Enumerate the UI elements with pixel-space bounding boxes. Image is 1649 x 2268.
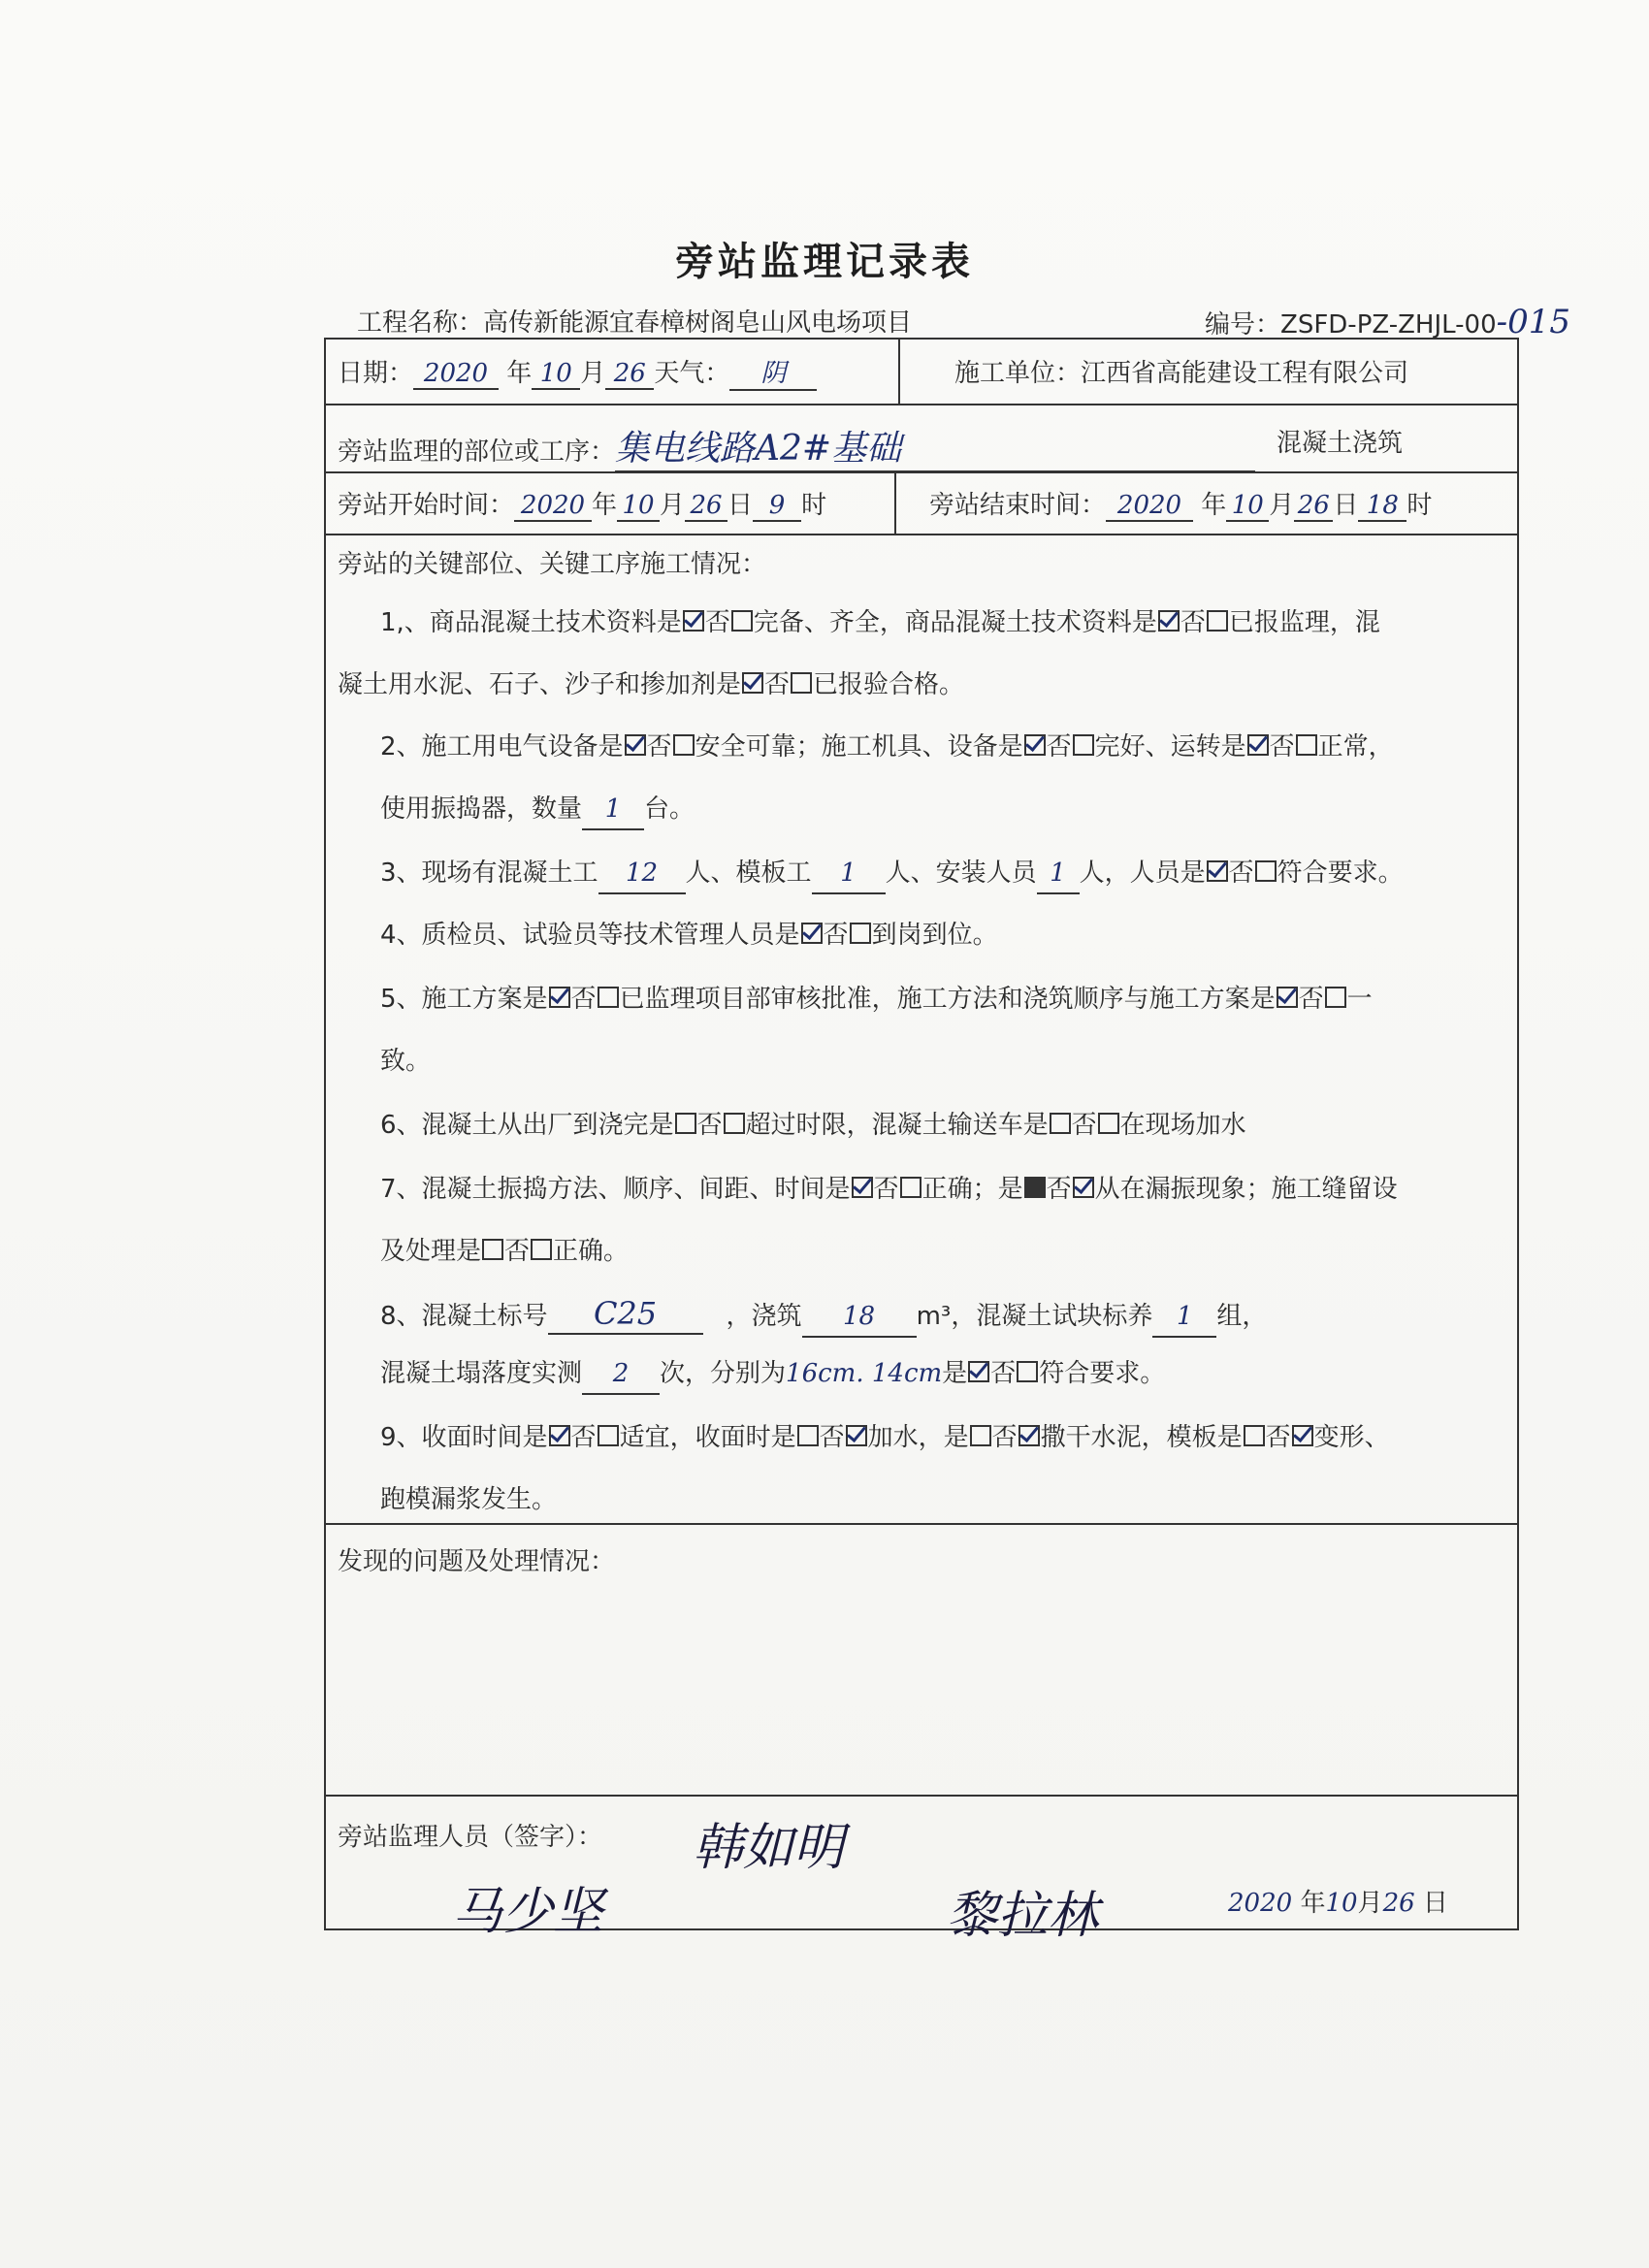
item-7-line-2 [380,1232,629,1271]
item-text: 正确。 [553,1237,630,1266]
item-text: 人、安装人员 [885,859,1037,888]
item-text: 加水，是 [867,1423,969,1452]
section-title: 旁站的关键部位、关键工序施工情况： [338,550,767,579]
item-text: 混凝土塌落度实测 [380,1359,583,1388]
item-text: 到岗到位。 [871,921,998,950]
item-3 [380,854,1404,894]
item-text: 完好、运转是 [1094,732,1246,761]
concrete-grade: C25 [548,1294,703,1335]
pour-volume: 18 [802,1297,917,1338]
hour-char: 时 [801,491,827,520]
item-text: 次，分别为 [660,1359,787,1388]
checkbox-yes-checked[interactable] [625,734,646,756]
item-text: 1,、商品混凝土技术资料是 [380,608,682,637]
checkbox-no[interactable] [724,1113,745,1134]
item-1-line-2 [338,665,964,704]
month-char: 月 [1269,491,1295,520]
no-label: 否 [1046,1175,1072,1204]
no-label: 否 [764,670,791,699]
checkbox-yes-checked[interactable] [1158,610,1180,632]
code-prefix: ZSFD-PZ-ZHJL-00 [1280,310,1497,340]
signature-label: 旁站监理人员（签字）： [338,1823,603,1852]
item-2-line-1 [380,728,1394,766]
day-char: 日 [728,491,754,520]
checkbox-no[interactable] [1255,860,1277,882]
checkbox-no[interactable] [673,734,695,756]
no-label: 否 [991,1423,1018,1452]
year-char: 年 [1201,491,1227,520]
code-line [1205,303,1570,341]
item-4 [380,916,998,955]
row-divider [326,534,1517,535]
day-char: 日 [1333,491,1359,520]
day-char: 日 [1422,1889,1448,1918]
no-label: 否 [1298,985,1324,1014]
signature-date [1228,1884,1448,1923]
checkbox-yes[interactable] [482,1239,503,1260]
checkbox-yes-checked[interactable] [742,672,763,694]
part-label: 旁站监理的部位或工序： [338,437,616,467]
no-label: 否 [696,1111,723,1140]
no-label: 否 [873,1175,899,1204]
end-month: 10 [1226,491,1269,522]
hour-char: 时 [1406,491,1433,520]
no-label: 否 [570,985,597,1014]
item-text: 台。 [644,794,695,824]
item-text: 3、现场有混凝土工 [380,859,598,888]
checkbox-no[interactable] [1325,987,1346,1008]
item-text: 7、混凝土振捣方法、顺序、间距、时间是 [380,1175,851,1204]
col-divider [894,471,896,534]
slump-values: 16cm. 14cm [786,1359,943,1388]
item-text: 8、混凝土标号 [380,1302,548,1331]
no-label: 否 [646,732,672,761]
no-label: 否 [1269,732,1295,761]
start-year: 2020 [514,491,592,522]
item-text: 变形、 [1313,1423,1390,1452]
no-label: 否 [990,1359,1017,1388]
checkbox-yes-checked[interactable] [1024,734,1046,756]
no-label: 否 [704,608,730,637]
end-hour: 18 [1358,491,1406,522]
item-text: 是 [942,1359,968,1388]
end-label: 旁站结束时间： [929,491,1107,520]
item-text: 2、施工用电气设备是 [380,732,624,761]
item-text: 9、收面时间是 [380,1423,548,1452]
item-text: 撒干水泥，模板是 [1040,1423,1243,1452]
checkbox-yes[interactable] [1050,1113,1071,1134]
form-title: 旁站监理记录表 [675,240,974,284]
code-label: 编号： [1205,310,1281,340]
project-line [357,303,912,339]
project-label: 工程名称： [357,308,484,338]
vibrator-qty: 1 [582,790,644,830]
item-text: 正确；是 [922,1175,1023,1204]
no-label: 否 [1228,859,1254,888]
date-label: 日期： [338,359,414,388]
start-day: 26 [685,491,728,522]
start-hour: 9 [753,491,801,522]
checkbox-no[interactable] [598,1425,619,1446]
year-char: 年 [506,359,533,388]
checkbox-no[interactable] [1207,610,1228,632]
item-text: m³，混凝土试块标养 [916,1302,1153,1331]
date-cell [338,353,817,391]
item-9-line-2: 跑模漏浆发生。 [380,1485,558,1514]
year-char: 年 [1300,1889,1326,1918]
no-label: 否 [1180,608,1206,637]
item-8-line-1 [380,1294,1267,1338]
start-month: 10 [617,491,660,522]
part-value: 集电线路A2#基础 [615,421,1255,472]
row-divider [326,404,1517,405]
item-text: 完备、齐全，商品混凝土技术资料是 [753,608,1157,637]
project-name: 高传新能源宜春樟树阁皂山风电场项目 [483,308,913,338]
item-7-line-1 [380,1170,1398,1209]
checkbox-yes-checked[interactable] [1247,734,1269,756]
year-char: 年 [592,491,618,520]
item-text: 4、质检员、试验员等技术管理人员是 [380,921,800,950]
checkbox-yes[interactable] [970,1425,991,1446]
month-char: 月 [1357,1889,1383,1918]
item-5-line-1 [380,980,1373,1019]
formwork-workers: 1 [812,854,886,894]
month-char: 月 [580,359,606,388]
item-text: 正常， [1317,732,1394,761]
checkbox-yes-checked[interactable] [852,1177,873,1198]
install-workers: 1 [1037,854,1080,894]
item-text: 人，人员是 [1079,859,1206,888]
checkbox-yes-checked[interactable] [801,923,823,944]
concrete-workers: 12 [598,854,686,894]
checkbox-no-checked[interactable] [1073,1177,1094,1198]
checkbox-yes[interactable] [1244,1425,1265,1446]
checkbox-no-checked[interactable] [1018,1425,1040,1446]
month-char: 月 [660,491,686,520]
checkbox-no[interactable] [791,672,812,694]
checkbox-yes[interactable] [797,1425,819,1446]
weather-value: 阴 [729,353,817,391]
unit-value: 江西省高能建设工程有限公司 [1081,359,1409,388]
no-label: 否 [570,1423,597,1452]
item-text: 使用振捣器，数量 [380,794,583,824]
sign-month: 10 [1325,1889,1358,1918]
item-text: 在现场加水 [1119,1111,1246,1140]
no-label: 否 [1046,732,1072,761]
sample-groups: 1 [1152,1297,1216,1338]
checkbox-no-checked[interactable] [1292,1425,1313,1446]
checkbox-yes-checked[interactable] [549,1425,570,1446]
sign-year: 2020 [1228,1889,1293,1918]
signature-1: 韩如明 [693,1819,845,1877]
item-text: 符合要求。 [1039,1359,1166,1388]
no-label: 否 [819,1423,845,1452]
problems-label: 发现的问题及处理情况： [338,1547,616,1576]
record-table [324,338,1519,1945]
item-text: 凝土用水泥、石子、沙子和掺加剂是 [338,670,742,699]
checkbox-yes-checked[interactable] [683,610,704,632]
item-text: 符合要求。 [1277,859,1404,888]
code-handwritten: -015 [1496,303,1571,341]
item-text: 已报验合格。 [813,670,965,699]
checkbox-yes-checked[interactable] [549,987,570,1008]
no-label: 否 [1265,1423,1291,1452]
part-cell [338,421,1255,472]
item-text: 超过时限，混凝土输送车是 [745,1111,1049,1140]
checkbox-yes[interactable] [675,1113,696,1134]
checkbox-no-checked[interactable] [846,1425,867,1446]
item-text: 一 [1346,985,1373,1014]
item-5-line-2: 致。 [380,1047,432,1076]
item-text: 6、混凝土从出厂到浇完是 [380,1111,674,1140]
end-year: 2020 [1106,491,1193,522]
no-label: 否 [823,921,849,950]
item-text: 从在漏振现象；施工缝留设 [1094,1175,1398,1204]
unit-cell [954,353,1408,389]
checkbox-no[interactable] [598,987,619,1008]
item-text: 已报监理，混 [1228,608,1380,637]
no-label: 否 [1071,1111,1097,1140]
item-text: 安全可靠；施工机具、设备是 [695,732,1023,761]
signature-2: 马少坚 [452,1883,604,1941]
signature-3: 黎拉林 [947,1887,1099,1945]
item-8-line-2 [380,1354,1165,1395]
start-time-cell [338,485,826,522]
sign-day: 26 [1382,1889,1415,1918]
no-label: 否 [504,1237,531,1266]
checkbox-yes-checked[interactable] [1207,860,1228,882]
checkbox-no[interactable] [1017,1361,1038,1382]
checkbox-yes-crossed[interactable] [1024,1177,1046,1198]
item-text: 5、施工方案是 [380,985,548,1014]
checkbox-yes-checked[interactable] [1277,987,1298,1008]
item-1-line-1 [380,603,1380,642]
checkbox-no[interactable] [1098,1113,1119,1134]
process-value: 混凝土浇筑 [1277,429,1404,458]
end-day: 26 [1294,491,1333,522]
item-text: ，浇筑 [726,1302,802,1331]
date-day: 26 [605,359,654,390]
date-month: 10 [532,359,580,390]
item-text: 已监理项目部审核批准，施工方法和浇筑顺序与施工方案是 [619,985,1276,1014]
item-text: 人、模板工 [685,859,812,888]
checkbox-no[interactable] [731,610,753,632]
slump-test-count: 2 [582,1354,660,1395]
date-year: 2020 [413,359,499,390]
checkbox-no[interactable] [850,923,871,944]
checkbox-no[interactable] [900,1177,922,1198]
item-6 [380,1106,1246,1145]
item-2-line-2 [380,790,695,830]
end-time-cell [929,485,1432,522]
item-text: 组， [1216,1302,1268,1331]
start-label: 旁站开始时间： [338,491,515,520]
checkbox-no[interactable] [1296,734,1317,756]
item-text: 及处理是 [380,1237,482,1266]
item-9-line-1 [380,1418,1390,1457]
item-text: 适宜，收面时是 [619,1423,796,1452]
unit-label: 施工单位： [954,359,1082,388]
weather-label: 天气： [654,359,730,388]
row-divider [326,1795,1517,1797]
col-divider [898,340,900,404]
checkbox-no[interactable] [1073,734,1094,756]
checkbox-no[interactable] [531,1239,552,1260]
row-divider [326,1523,1517,1525]
checkbox-yes-checked[interactable] [968,1361,989,1382]
